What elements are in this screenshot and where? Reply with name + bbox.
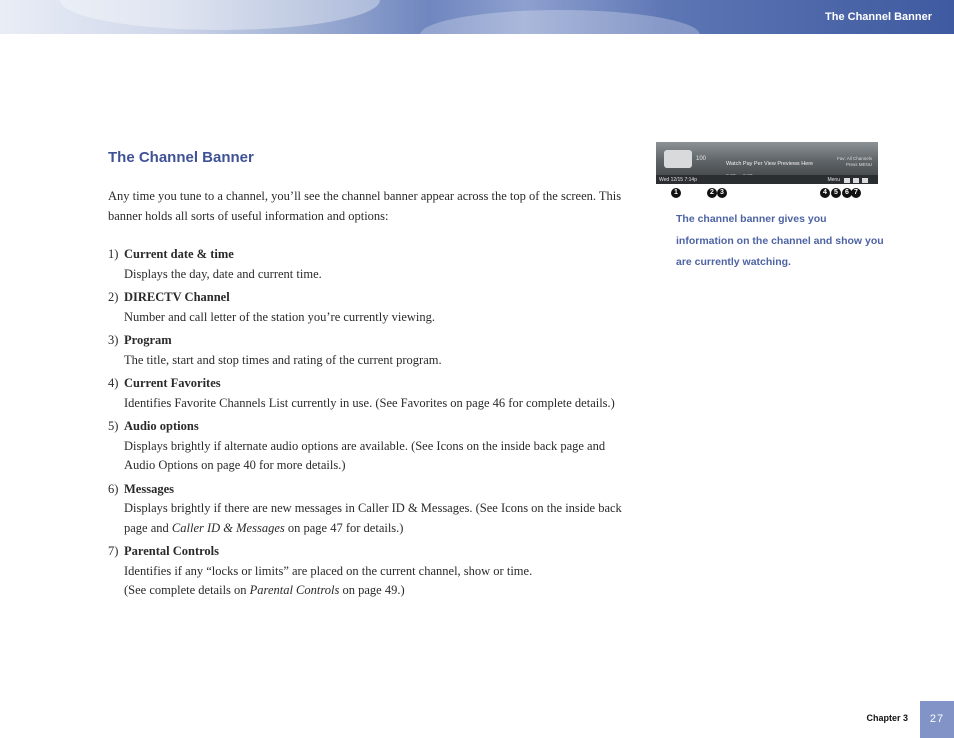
list-item [108,480,638,539]
item-description-text: Identifies if any “locks or limits” are placed on the current channel, show or time. [124,563,533,578]
item-description: Displays brightly if alternate audio options are available. (See Icons on the inside back page and Audio Options on page 40 for more details.) [124,438,606,472]
item-description-text: on page 49.) [339,583,405,597]
list-item [108,542,638,601]
footer-chapter-label: Chapter 3 [866,713,908,723]
list-item [108,417,638,476]
banner-date-time: Wed 12/15 7:14p [659,177,697,183]
item-number: 6) [108,481,119,496]
item-description-emphasis: Parental Controls [249,583,340,597]
list-item [108,331,638,370]
banner-favorites-line: Press MENU [845,162,872,167]
item-number: 5) [108,419,119,433]
intro-paragraph: Any time you tune to a channel, you’ll see the channel banner appear across the top of the screen. This banner holds all sorts of useful information and options: [108,189,622,223]
item-description: Identifies Favorite Channels List currently in use. (See Favorites on page 46 for complete details.) [124,395,615,410]
header-title: The Channel Banner [825,11,932,23]
item-description-text: Displays brightly if there are new messages in Caller ID & Messages. (See Icons on the inside back page and [124,501,622,535]
figure-caption: The channel banner gives you information on the channel and show you are currently watching. [676,213,884,268]
channel-banner-image [656,142,878,184]
item-description [108,499,638,538]
section-title: The Channel Banner [108,149,254,166]
page-number-tab: 27 [920,701,954,738]
callout-marker: 2 [707,188,717,198]
item-description: Number and call letter of the station you’re currently viewing. [124,309,436,324]
item-description-text: on page 47 for details.) [284,520,404,535]
banner-favorites [837,156,872,168]
callout-marker: 7 [851,188,861,198]
item-description-emphasis: Caller ID & Messages [171,520,285,535]
list-item [108,245,638,284]
item-label: DIRECTV Channel [124,290,230,304]
callout-marker: 5 [831,188,841,198]
list-item [108,374,638,413]
item-number: 4) [108,376,119,390]
item-number: 3) [108,333,119,347]
banner-callout-markers [656,188,878,200]
header-swoosh [60,0,380,30]
item-number: 1) [108,247,119,261]
item-label: Current Favorites [124,376,221,390]
item-label: Current date & time [124,247,234,261]
item-description: The title, start and stop times and rating of the current program. [124,352,442,367]
header-band [0,0,954,34]
item-description-text: (See complete details on [124,583,250,597]
message-icon [853,178,859,183]
audio-icon [844,178,850,183]
callout-marker: 3 [717,188,727,198]
list-item [108,288,638,327]
item-number: 2) [108,290,119,304]
item-number: 7) [108,544,119,558]
callout-marker: 1 [671,188,681,198]
banner-channel-number: 100 [696,156,707,162]
item-label: Parental Controls [124,544,220,558]
item-description [108,562,638,601]
item-label: Audio options [124,419,199,433]
item-label: Program [124,333,172,347]
lock-icon [862,178,868,183]
item-description: Displays the day, date and current time. [124,266,322,281]
callout-marker: 6 [842,188,852,198]
banner-program-title: Watch Pay Per View Previews Here [726,161,814,167]
callout-marker: 4 [820,188,830,198]
directv-logo [664,150,692,168]
item-label: Messages [124,481,174,496]
banner-favorites-line: Fav: All Channels [836,156,872,161]
banner-menu-label: Menu [827,177,840,183]
feature-list [108,245,638,605]
header-swoosh [420,10,700,34]
